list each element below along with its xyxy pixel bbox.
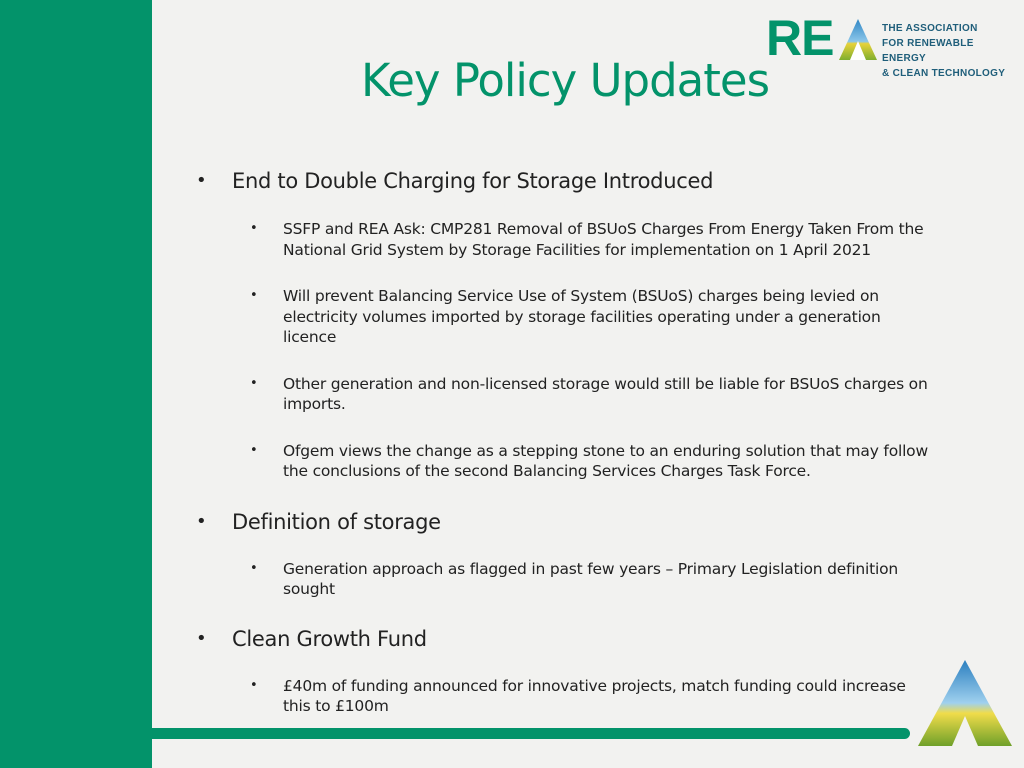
section-heading: • End to Double Charging for Storage Introduced: [196, 168, 936, 194]
list-item: • £40m of funding announced for innovative projects, match funding could increase this to £100m: [196, 676, 936, 717]
logo-tagline-line3: & CLEAN TECHNOLOGY: [882, 68, 1006, 79]
list-item: • Generation approach as flagged in past few years – Primary Legislation definition sought: [196, 559, 936, 600]
list-item: • SSFP and REA Ask: CMP281 Removal of BSUoS Charges From Energy Taken From the National Grid System by Storage Facilities for implementation on 1 April 2021: [196, 219, 936, 260]
list-item: • Other generation and non-licensed storage would still be liable for BSUoS charges on imports.: [196, 374, 936, 415]
list-item: • Will prevent Balancing Service Use of System (BSUoS) charges being levied on electricity volumes imported by storage facilities operating under a generation licence: [196, 286, 936, 348]
bottom-accent-bar: [152, 728, 910, 739]
section-heading: • Clean Growth Fund: [196, 626, 936, 652]
logo-letters: RE: [766, 10, 834, 66]
list-item: • Ofgem views the change as a stepping stone to an enduring solution that may follow the conclusions of the second Balancing Services Charges Task Force.: [196, 441, 936, 482]
logo-tagline-line1: THE ASSOCIATION: [882, 23, 978, 34]
slide-content: [196, 168, 936, 717]
logo-tagline-line2: FOR RENEWABLE ENERGY: [882, 38, 974, 64]
section-clean-growth: [196, 626, 936, 717]
page-title: Key Policy Updates: [360, 54, 770, 107]
logo-tagline: [882, 21, 1016, 81]
left-sidebar-band: [0, 0, 152, 768]
logo-triangle-icon: [838, 17, 878, 61]
section-definition-storage: [196, 509, 936, 600]
corner-triangle-icon: [916, 658, 1014, 748]
section-heading: • Definition of storage: [196, 509, 936, 535]
section-storage-charging: [196, 168, 936, 482]
